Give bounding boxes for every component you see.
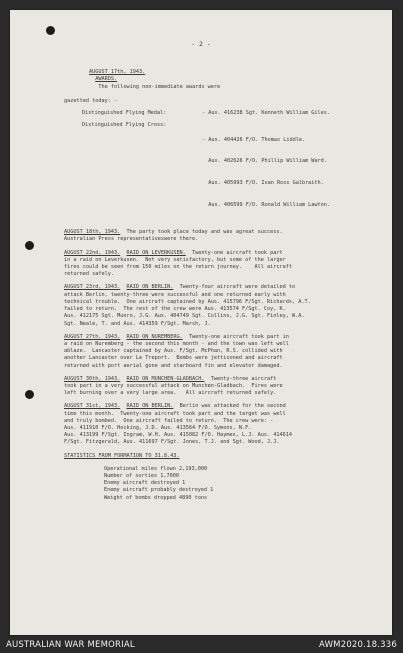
statistic-item: Enemy aircraft destroyed 1 (104, 480, 186, 487)
entry-text-line: Aus. 413199 F/Sgt. Ingram, W.H. Aus. 415082 F/O. Haymes, L.J. Aus. 414614 (64, 432, 292, 439)
entry-text-line: Aus. 411910 F/O. Hocking, J.D. Aus. 413564 F/O. Symons, N.F. (64, 424, 252, 431)
entry-text-line: F/Sgt. Fitzgerald, Aus. 411697 F/Sgt. Jones, T.J. and Sgt. Wood, J.J. (64, 439, 280, 446)
entry-text-line: attack Berlin, twenty-three were successful and one returned early with (64, 291, 286, 298)
entry-date: AUGUST 23rd, 1943. (64, 284, 121, 291)
entry-date: AUGUST 31st, 1943. (64, 403, 121, 410)
dfc-name: - Aus. 404426 F/O. Thomas Liddle. (202, 136, 306, 143)
document-page (10, 10, 392, 635)
entry-text-line: Twenty-four aircraft were detailed to (179, 284, 296, 291)
entry-text-line: Sgt. Neale, T. and Aus. 414359 F/Sgt. Marsh, J. (64, 320, 211, 327)
entry-text-line: Australian Press representativeswere there. (64, 236, 199, 243)
awards-date: AUGUST 17th, 1943. (89, 69, 146, 76)
entry-date: AUGUST 27th, 1943. (64, 333, 121, 340)
entry-text-line: left burning over a very large area. All aircraft returned safely. (64, 390, 277, 397)
entry-text-line: and truly bombed. One aircraft failed to return. The crew were: - (64, 417, 274, 424)
entry-text-line: returned safely. (64, 271, 114, 278)
dfm-row (64, 110, 364, 117)
dfc-row (64, 122, 364, 223)
punch-hole-bottom (25, 390, 34, 399)
entry-text-line: Twenty-three aircraft (210, 375, 277, 382)
statistic-item: Operational miles flown 2,193,000 (104, 465, 208, 472)
diary-entries (64, 229, 364, 446)
statistics-list (64, 466, 364, 502)
footer-institution: AUSTRALIAN WAR MEMORIAL (6, 640, 135, 650)
awards-intro: The following non-immediate awards were (98, 83, 221, 90)
awards-section (64, 62, 364, 223)
entry-text-line: Twenty-one aircraft took part (192, 249, 283, 256)
page-number: - 2 - (191, 40, 211, 48)
entry-text-line: Twenty-one aircraft took part in (188, 333, 289, 340)
statistic-item: Weight of bombs dropped 4890 tons (104, 494, 208, 501)
dfm-name: - Aus. 416238 Sgt. Kenneth William Giles. (202, 110, 331, 117)
entry-text-line: fires could be seen from 150 miles on the return journey. All aircraft (64, 264, 292, 271)
statistics-section (64, 453, 364, 502)
punch-hole-middle (25, 241, 34, 250)
entry-text-line: in a raid on Leverkusen. Not very satisfactory, but some of the larger (64, 256, 286, 263)
entry-date: AUGUST 30th, 1943. (64, 375, 121, 382)
diary-entry (64, 250, 364, 279)
dfc-name: Aus. 402626 F/O. Phillip William Ward. (202, 158, 327, 165)
entry-text-line: returned with port aerial gone and starboard fin and elevator damaged. (64, 362, 283, 369)
awards-intro-2: gazetted today: - (64, 98, 118, 105)
entry-text-line: ablaze. Lancaster captained by Aus. F/Sgt. McPhan, R.S. collided with (64, 348, 283, 355)
dfc-label: Distinguished Flying Cross: (82, 122, 167, 129)
entry-text-line: a raid on Nuremberg - the second this month - and the town was left well (64, 340, 289, 347)
footer-bar (0, 637, 403, 653)
entry-text-line: failed to return. The rest of the crew were Aus. 413574 F/Sgt. Coy, K. (64, 306, 286, 313)
document-body (64, 62, 364, 508)
diary-entry (64, 334, 364, 370)
entry-text-line: took part in a very successful attack on Munchen-Gladbach. Fires were (64, 382, 283, 389)
dfm-label: Distinguished Flying Medal: (82, 110, 167, 117)
entry-title: RAID ON LEVERKUSEN. (126, 249, 186, 256)
diary-entry (64, 376, 364, 398)
entry-title: RAID ON MUNCHEN-GLADBACH. (126, 375, 205, 382)
entry-text-line: another Lancaster over Le Treport. Bombs were jettisoned and aircraft (64, 355, 283, 362)
dfc-name: Aus. 405993 F/O. Ivan Ross Galbraith. (202, 180, 324, 187)
punch-hole-top (46, 26, 55, 35)
diary-entry (64, 229, 364, 243)
entry-date: AUGUST 22nd, 1943. (64, 249, 121, 256)
statistics-heading: STATISTICS FROM FORMATION TO 31.8.43. (64, 452, 180, 459)
footer-accession-number: AWM2020.18.336 (319, 640, 397, 650)
entry-title: RAID ON BERLIN. (126, 403, 174, 410)
entry-text-line: Aus. 412175 Sgt. Munro, J.G. Aus. 404749 Sgt. Collins, J.G. Sgt. Finley, W.A. (64, 313, 305, 320)
entry-date: AUGUST 18th, 1943. (64, 229, 121, 236)
entry-title: RAID ON BERLIN. (126, 284, 174, 291)
dfc-name: Aus. 406599 F/O. Ronald William Lawton. (202, 201, 331, 208)
awards-title: AWARDS. (95, 76, 118, 83)
diary-entry (64, 284, 364, 327)
entry-title: RAID ON NUREMBERG. (126, 333, 183, 340)
entry-text-line: The party took place today and was agreat success. (126, 229, 283, 236)
statistic-item: Number of sorties 1,7000 (104, 472, 179, 479)
entry-text-line: Berlin was attacked for the second (179, 403, 286, 410)
diary-entry (64, 403, 364, 446)
statistic-item: Enemy aircraft probably destroyed 1 (104, 487, 214, 494)
entry-text-line: time this month. Twenty-one aircraft took part and the target was well (64, 410, 286, 417)
entry-text-line: technical trouble. One aircraft captained by Aus. 415796 F/Sgt. Richards, A.T. (64, 298, 311, 305)
